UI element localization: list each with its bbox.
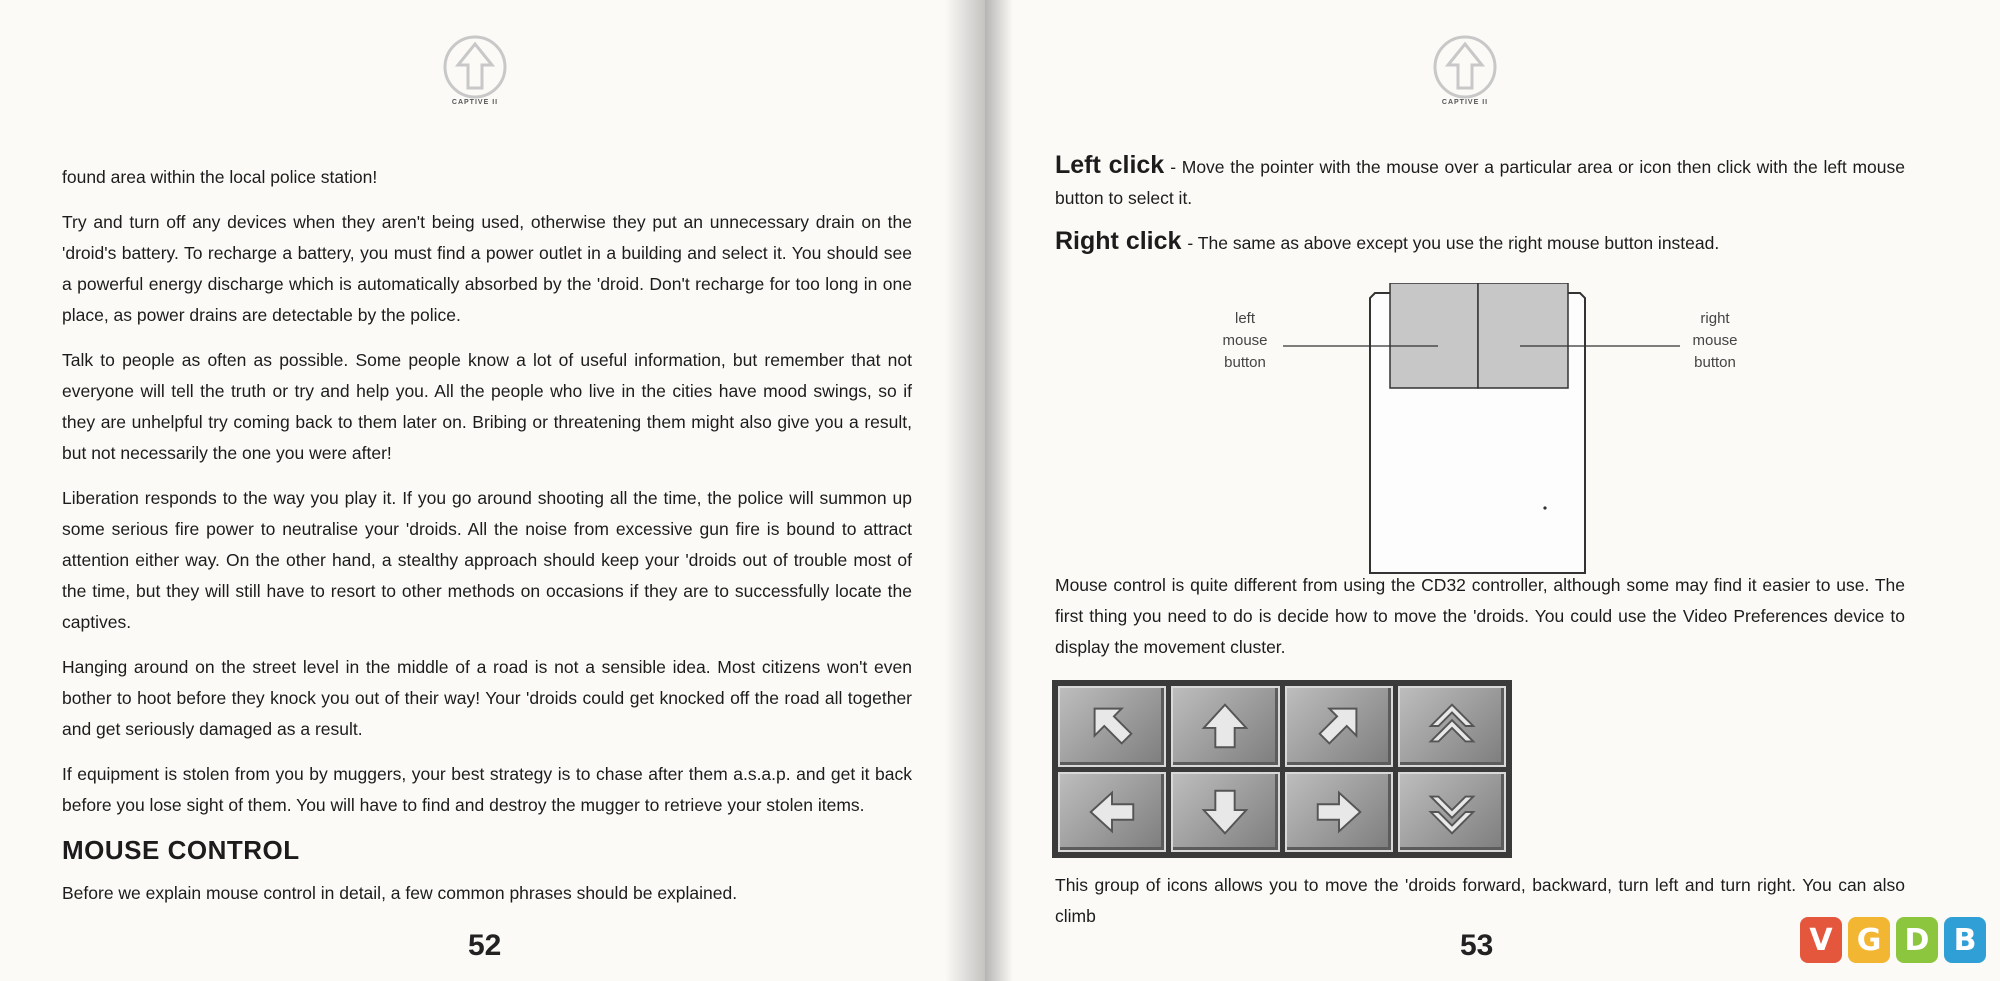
right-click-definition: [1055, 226, 1905, 259]
movement-cluster: [1052, 680, 1512, 858]
section-heading: MOUSE CONTROL: [62, 835, 300, 865]
turn-right-arrow-icon: [1285, 686, 1393, 767]
paragraph: Try and turn off any devices when they aren't being used, otherwise they put an unnecessary drain on the 'droid's battery. To recharge a battery, you must find a power outlet in a building and select it. You should see a powerful energy discharge which is automatically absorbed by the 'droid. Don't recharge for too long in one place, as power drains are detectable by the police.: [62, 212, 912, 325]
watermark-letter: V: [1800, 917, 1842, 963]
mouse-diagram: [1195, 283, 1755, 583]
left-click-definition: [1055, 150, 1905, 214]
up-arrow-icon: [1430, 32, 1500, 102]
down-chevron-icon: [1398, 772, 1506, 853]
captive-logo: [1430, 32, 1500, 117]
page-gutter-shadow: [945, 0, 985, 981]
paragraph: Hanging around on the street level in the middle of a road is not a sensible idea. Most citizens won't even bother to hoot before they knock you out of their way! Your 'droids could get knocked off the road all together and get seriously damaged as a result.: [62, 657, 912, 739]
captive-logo: [440, 32, 510, 117]
left-mouse-button-label: left mouse button: [1222, 310, 1268, 371]
right-page-text-3: [1055, 870, 1905, 944]
definition-text: - Move the pointer with the mouse over a particular area or icon then click with the left mouse button to select it.: [1055, 157, 1906, 208]
turn-left-arrow-icon: [1058, 686, 1166, 767]
left-page: [0, 0, 985, 981]
watermark-letter: D: [1896, 917, 1938, 963]
right-page-text: [1055, 150, 1905, 271]
paragraph: Liberation responds to the way you play it. If you go around shooting all the time, the police will summon up some serious fire power to neutralise your 'droids. All the noise from excessive gun fire is bound to attract attention either way. On the other hand, a stealthy approach should keep your 'droids out of trouble most of the time, but they will still have to resort to other methods on occasions if they are to successfully locate the captives.: [62, 488, 912, 632]
term-right-click: Right click: [1055, 227, 1182, 255]
paragraph: found area within the local police station!: [62, 167, 378, 187]
up-arrow-icon: [440, 32, 510, 102]
paragraph: Talk to people as often as possible. Some people know a lot of useful information, but remember that not everyone will tell the truth or try and help you. All the people who live in the cities have mood swings, so if they are unhelpful try coming back to them later on. Bribing or threatening them might also give you a result, but not necessarily the one you were after!: [62, 350, 912, 463]
page-number: 53: [1460, 929, 1494, 962]
forward-arrow-icon: [1171, 686, 1279, 767]
right-mouse-button: [1478, 283, 1568, 388]
watermark-letter: G: [1848, 917, 1890, 963]
term-left-click: Left click: [1055, 151, 1165, 179]
right-mouse-button-label: right mouse button: [1692, 310, 1738, 371]
strafe-left-arrow-icon: [1058, 772, 1166, 853]
definition-text: - The same as above except you use the right mouse button instead.: [1187, 233, 1720, 253]
paragraph: If equipment is stolen from you by muggers, your best strategy is to chase after them a.s.a.p. and get it back before you lose sight of them. You will have to find and destroy the mugger to retrieve your stolen items.: [62, 764, 912, 815]
strafe-right-arrow-icon: [1285, 772, 1393, 853]
left-page-text: [62, 162, 912, 923]
vgdb-watermark: [1800, 917, 1986, 963]
right-page-text-2: [1055, 570, 1905, 675]
logo-caption: CAPTIVE II: [451, 99, 499, 106]
page-number: 52: [468, 929, 502, 962]
watermark-letter: B: [1944, 917, 1986, 963]
paragraph: This group of icons allows you to move the 'droids forward, backward, turn left and turn right. You can also climb: [1055, 875, 1905, 926]
backward-arrow-icon: [1171, 772, 1279, 853]
page-gutter-shadow: [985, 0, 1013, 981]
up-chevron-icon: [1398, 686, 1506, 767]
logo-caption: CAPTIVE II: [1441, 99, 1489, 106]
paragraph: Before we explain mouse control in detail, a few common phrases should be explained.: [62, 883, 738, 903]
paragraph: Mouse control is quite different from using the CD32 controller, although some may find it easier to use. The first thing you need to do is decide how to move the 'droids. You could use the Video Preferences device to display the movement cluster.: [1055, 575, 1905, 657]
left-mouse-button: [1390, 283, 1478, 388]
